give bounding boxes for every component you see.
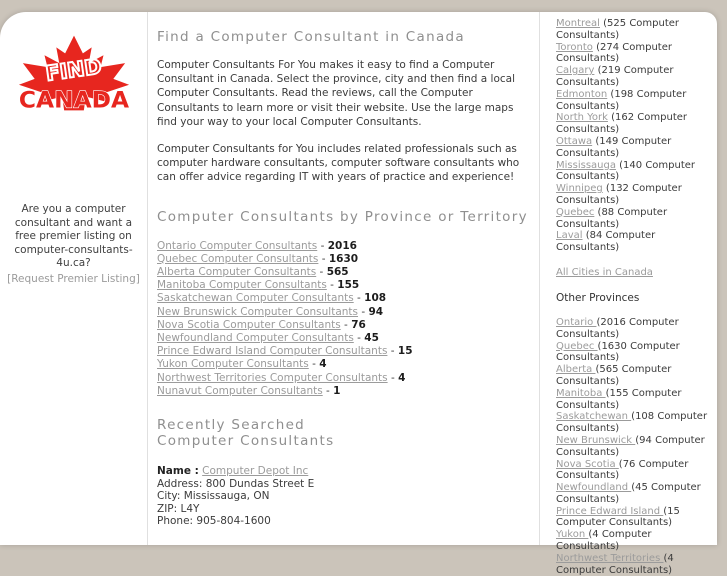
sidebar-province-count-text: (45 Computer Consultants) bbox=[556, 482, 701, 505]
listing-name-label: Name : bbox=[157, 465, 199, 478]
province-link[interactable]: Saskatchewan Computer Consultants bbox=[157, 292, 354, 305]
city-entry bbox=[556, 65, 715, 89]
province-link-item bbox=[157, 306, 533, 319]
province-links-list bbox=[157, 240, 533, 398]
province-link-item bbox=[157, 266, 533, 279]
city-entry bbox=[556, 183, 715, 207]
province-entry bbox=[556, 364, 715, 388]
city-entry bbox=[556, 89, 715, 113]
separator: - bbox=[387, 345, 398, 358]
province-entry bbox=[556, 411, 715, 435]
separator: - bbox=[353, 292, 365, 305]
province-link-item bbox=[157, 332, 533, 345]
separator: - bbox=[316, 266, 327, 279]
intro-paragraph-1: Computer Consultants For You makes it easy to find a Computer Consultant in Canada. Select the province, city and then find a local Computer Consultants. Read the reviews, call the Computer Consultants to learn more or visit their website. Use the large maps find your way to your local Computer Consultants. bbox=[157, 59, 516, 128]
province-link-item bbox=[157, 253, 533, 266]
province-count: 2016 bbox=[327, 239, 357, 252]
listing-address: Address: 800 Dundas Street E bbox=[157, 477, 315, 490]
province-entry bbox=[556, 529, 715, 553]
province-link[interactable]: New Brunswick Computer Consultants bbox=[157, 305, 359, 318]
city-count-text: (88 Computer Consultants) bbox=[556, 206, 668, 230]
province-count: 155 bbox=[337, 279, 360, 292]
sidebar-province-count-text: (4 Computer Consultants) bbox=[556, 529, 652, 553]
sidebar-province-link[interactable]: Manitoba bbox=[556, 387, 606, 399]
city-link[interactable]: Toronto bbox=[556, 41, 593, 53]
separator: - bbox=[387, 371, 399, 384]
province-link-item bbox=[157, 372, 533, 385]
sidebar-province-count-text: (108 Computer Consultants) bbox=[556, 411, 708, 435]
logo-canada-text: CANADA bbox=[18, 87, 130, 113]
city-link[interactable]: North York bbox=[556, 112, 608, 124]
province-count: 565 bbox=[326, 266, 349, 279]
province-entry bbox=[556, 341, 715, 365]
province-link[interactable]: Manitoba Computer Consultants bbox=[157, 279, 327, 292]
city-entry bbox=[556, 160, 715, 184]
left-sidebar bbox=[0, 12, 148, 545]
city-link[interactable]: Ottawa bbox=[556, 135, 593, 147]
city-count-text: (219 Computer Consultants) bbox=[556, 65, 674, 88]
sidebar-province-link[interactable]: Northwest Territories bbox=[556, 552, 664, 564]
right-sidebar bbox=[540, 12, 717, 576]
logo-find-text: FIND bbox=[43, 54, 103, 86]
province-entry bbox=[556, 388, 715, 412]
city-entry bbox=[556, 42, 715, 66]
separator: - bbox=[358, 305, 369, 318]
request-premier-listing-link[interactable]: [Request Premier Listing] bbox=[7, 272, 140, 285]
city-link[interactable]: Calgary bbox=[556, 65, 595, 77]
province-link[interactable]: Prince Edward Island Computer Consultants bbox=[157, 345, 388, 358]
recent-listing bbox=[157, 465, 533, 528]
top-cities-list bbox=[556, 18, 715, 254]
province-link-item bbox=[157, 279, 533, 292]
premier-listing-promo: Are you a computer consultant and want a free premier listing on computer-consultants-4u.ca? bbox=[14, 203, 133, 269]
site-logo[interactable] bbox=[15, 33, 133, 113]
city-count-text: (132 Computer Consultants) bbox=[556, 183, 682, 206]
city-count-text: (274 Computer Consultants) bbox=[556, 41, 672, 65]
city-link[interactable]: Edmonton bbox=[556, 88, 608, 100]
sidebar-province-link[interactable]: Alberta bbox=[556, 364, 596, 376]
sidebar-province-link[interactable]: Yukon bbox=[556, 529, 589, 541]
main-content bbox=[148, 12, 540, 545]
maple-leaf-logo-svg bbox=[15, 33, 133, 113]
province-count: 108 bbox=[364, 292, 387, 305]
city-entry bbox=[556, 207, 715, 231]
all-cities-link[interactable]: All Cities in Canada bbox=[556, 266, 653, 278]
separator: - bbox=[317, 239, 328, 252]
province-count: 4 bbox=[319, 358, 327, 371]
separator: - bbox=[322, 384, 334, 397]
sidebar-province-link[interactable]: Saskatchewan bbox=[556, 411, 632, 423]
separator: - bbox=[353, 332, 365, 345]
city-count-text: (525 Computer Consultants) bbox=[556, 18, 680, 41]
province-link-item bbox=[157, 345, 533, 358]
city-link[interactable]: Montreal bbox=[556, 18, 600, 29]
city-count-text: (149 Computer Consultants) bbox=[556, 135, 672, 159]
sidebar-province-link[interactable]: Quebec bbox=[556, 340, 598, 352]
province-link[interactable]: Nunavut Computer Consultants bbox=[157, 384, 323, 397]
city-link[interactable]: Quebec bbox=[556, 206, 595, 218]
province-count: 76 bbox=[351, 318, 366, 331]
province-count: 45 bbox=[364, 332, 379, 345]
separator: - bbox=[308, 358, 320, 371]
province-link[interactable]: Newfoundland Computer Consultants bbox=[157, 332, 354, 345]
province-entry bbox=[556, 506, 715, 530]
province-entry bbox=[556, 553, 715, 576]
listing-name-row bbox=[157, 465, 533, 478]
sidebar-province-count-text: (2016 Computer Consultants) bbox=[556, 316, 679, 340]
province-link[interactable]: Northwest Territories Computer Consultants bbox=[157, 371, 388, 384]
city-link[interactable]: Laval bbox=[556, 230, 583, 242]
other-provinces-heading: Other Provinces bbox=[556, 291, 640, 304]
listing-phone: Phone: 905-804-1600 bbox=[157, 515, 271, 528]
province-link[interactable]: Quebec Computer Consultants bbox=[157, 252, 319, 265]
province-count: 1 bbox=[333, 384, 341, 397]
recent-title-line2: Computer Consultants bbox=[157, 432, 335, 449]
sidebar-province-count-text: (94 Computer Consultants) bbox=[556, 434, 705, 458]
sidebar-province-count-text: (1630 Computer Consultants) bbox=[556, 340, 680, 364]
province-count: 4 bbox=[398, 371, 406, 384]
province-entry bbox=[556, 482, 715, 506]
listing-zip: ZIP: L4Y bbox=[157, 502, 200, 515]
province-entry bbox=[556, 435, 715, 459]
recent-title-line1: Recently Searched bbox=[157, 417, 306, 434]
city-count-text: (140 Computer Consultants) bbox=[556, 159, 696, 183]
sidebar-province-count-text: (565 Computer Consultants) bbox=[556, 364, 672, 387]
sidebar-province-link[interactable]: Newfoundland bbox=[556, 482, 632, 494]
sidebar-province-link[interactable]: New Brunswick bbox=[556, 434, 636, 446]
sidebar-province-link[interactable]: Prince Edward Island bbox=[556, 505, 664, 517]
province-link[interactable]: Nova Scotia Computer Consultants bbox=[157, 318, 341, 331]
sidebar-province-count-text: (155 Computer Consultants) bbox=[556, 387, 682, 411]
province-link[interactable]: Alberta Computer Consultants bbox=[157, 266, 317, 279]
city-link[interactable]: Mississauga bbox=[556, 159, 616, 171]
sidebar-province-link[interactable]: Nova Scotia bbox=[556, 458, 619, 470]
listing-city: City: Mississauga, ON bbox=[157, 490, 270, 503]
province-link-item bbox=[157, 240, 533, 253]
province-count: 1630 bbox=[328, 252, 359, 265]
intro-paragraph-2: Computer Consultants for You includes related professionals such as computer hardware consultants, computer software consultants who can offer advice regarding IT with years of practice and experience! bbox=[157, 143, 520, 184]
city-entry bbox=[556, 230, 715, 254]
province-link[interactable]: Ontario Computer Consultants bbox=[157, 239, 318, 252]
separator: - bbox=[318, 252, 329, 265]
separator: - bbox=[340, 318, 352, 331]
province-entry bbox=[556, 459, 715, 483]
page-title: Find a Computer Consultant in Canada bbox=[157, 29, 465, 45]
sidebar-province-count-text: (4 Computer Consultants) bbox=[556, 552, 674, 576]
city-count-text: (162 Computer Consultants) bbox=[556, 112, 688, 136]
province-link-item bbox=[157, 292, 533, 305]
province-link-item bbox=[157, 319, 533, 332]
province-count: 94 bbox=[368, 305, 384, 318]
sidebar-province-count-text: (76 Computer Consultants) bbox=[556, 458, 689, 482]
province-entry bbox=[556, 317, 715, 341]
recent-section-title bbox=[157, 418, 533, 449]
city-count-text: (198 Computer Consultants) bbox=[556, 88, 687, 112]
city-count-text: (84 Computer Consultants) bbox=[556, 230, 656, 254]
city-link[interactable]: Winnipeg bbox=[556, 183, 603, 195]
provinces-section-title: Computer Consultants by Province or Territory bbox=[157, 208, 528, 225]
separator: - bbox=[326, 279, 338, 292]
city-entry bbox=[556, 112, 715, 136]
sidebar-province-count-text: (15 Computer Consultants) bbox=[556, 505, 680, 529]
other-provinces-list bbox=[556, 317, 715, 576]
sidebar-province-link[interactable]: Ontario bbox=[556, 316, 597, 328]
content-panel bbox=[0, 12, 717, 576]
province-count: 15 bbox=[397, 345, 413, 358]
listing-name-link[interactable]: Computer Depot Inc bbox=[202, 465, 309, 478]
city-entry bbox=[556, 18, 715, 42]
province-link-item bbox=[157, 385, 533, 398]
province-link[interactable]: Yukon Computer Consultants bbox=[157, 358, 309, 371]
city-entry bbox=[556, 136, 715, 160]
province-link-item bbox=[157, 358, 533, 371]
